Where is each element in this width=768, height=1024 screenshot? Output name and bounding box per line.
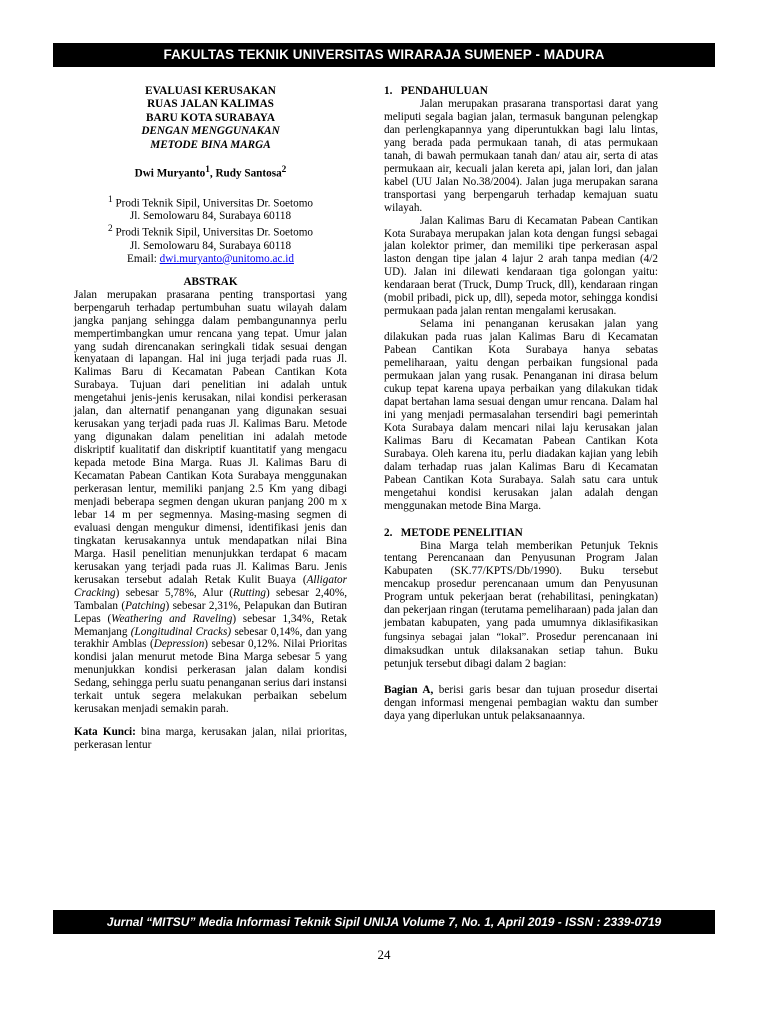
abstract-body [74,289,347,716]
author-2: , Rudy Santosa [209,167,282,180]
abstract-term: Patching [125,599,166,612]
section-2-heading: 2. METODE PENELITIAN [384,526,523,539]
affil-1-line-2: Jl. Semolowaru 84, Surabaya 60118 [129,210,292,223]
abstract-term: Alligator Cracking [74,573,347,599]
affil-2-line-2: Jl. Semolowaru 84, Surabaya 60118 [129,239,292,252]
section-2-text: Bina Marga telah memberikan Petunjuk Teknis tentang Perencanaan dan Penyusunan Program Jalan Kabupaten (SK.77/KPTS/Db/1990). Buku tersebut mencakup prosedur perencanaan umum dan Penyusunan Program untuk pekerjaan berat (rehabilitasi, peningkatan) dan pekerjaan ringan (terutama pemeliharaan) pada jalan dan jembatan kabupaten, yang pada umumnya [384,539,658,630]
title-line: DENGAN MENGGUNAKAN [141,125,280,138]
abstract-text: ) sebesar 2,40%, Tambalan ( [74,586,347,612]
abstract-text: ) sebesar 1,34%, Retak Memanjang [74,612,347,638]
bagian-a-text: berisi garis besar dan tujuan prosedur disertai dengan informasi mengenai pembagian waktu dan sumber daya yang diperlukan untuk pelaksanaannya. [384,684,658,722]
abstract-text: Jalan merupakan prasarana penting transportasi yang berpengaruh terhadap pertumbuhan suatu wilayah dalam jangka panjang sehingga dalam pembangunannya perlu mempertimbangkan umur rencana yang tepat. Umur jalan yang sudah direncanakan seringkali tidak sesuai dengan kenyataan di lapangan. Hal ini juga terjadi pada ruas Jl. Kalimas Baru di Kecamatan Pabean Cantikan Kota Surabaya. Tujuan dari penelitian ini adalah untuk mengetahui jenis-jenis kerusakan, nilai kondisi perkerasan jalan, dan alternatif penanganan yang digunakan sesuai kerusakan yang terjadi pada ruas Jl. Kalimas Baru. Metode yang digunakan dalam penelitian ini adalah metode diskriptif kualitatif dan diskriptif kuantitatif yang mengacu kepada metode Bina Marga. Ruas Jl. Kalimas Baru di Kecamatan Pabean Cantikan Kota Surabaya menggunakan perkerasan lentur, memiliki panjang 2.5 Km yang dibagi menjadi beberapa segmen dengan ukuran panjang 200 m x lebar 14 m per segmennya. Masing-masing segmen di evaluasi dengan mengukur dimensi, identifikasi jenis dan tingkatan kerusakannya untuk mendapatkan nilai Bina Marga. Hasil penelitian menunjukkan terdapat 6 macam kerusakan yang terjadi pada ruas Jl. Kalimas Baru. Jenis kerusakan tersebut adalah Retak Kulit Buaya ( [74,288,347,586]
author-1: Dwi Muryanto [134,167,206,180]
faculty-header-banner: FAKULTAS TEKNIK UNIVERSITAS WIRARAJA SUMENEP - MADURA [53,43,715,67]
abstract-term: (Longitudinal Cracks) [130,625,232,638]
email-link[interactable]: dwi.muryanto@unitomo.ac.id [159,252,294,265]
affil-1-sup: 1 [107,194,113,205]
affiliations [74,194,347,266]
title-line: RUAS JALAN KALIMAS [147,98,274,111]
affil-1-line-1: Prodi Teknik Sipil, Universitas Dr. Soetomo [115,197,314,210]
abstract-text: ) sebesar 2,31%, Pelapukan dan Butiran Lepas ( [74,599,348,625]
section-1-paragraph: Jalan Kalimas Baru di Kecamatan Pabean Cantikan Kota Surabaya merupakan jalan kota dengan fungsi sebagai jalan kolektor primer, dan memiliki tipe perkerasan aspal laston dengan tipe jalan 4 lajur 2 arah tanpa median (4/2 UD). Jalan ini dilewati kendaraan tiga golongan yaitu: kendaraan berat (Truck, Dump Truck, dll), kendaraan ringan (mobil pribadi, pick up, dll), sepeda motor, sehingga kondisi permukaan pada jalan rentan mengalami kerusakan. [384,214,658,318]
title-line: METODE BINA MARGA [150,138,271,151]
abstract-text: sebesar 0,14%, dan yang terakhir Amblas ( [74,625,347,651]
keywords-label: Kata Kunci: [74,726,136,739]
section-2-text: Prosedur perencanaan ini dimaksudkan untuk dilaksanakan setiap tahun. Buku petunjuk tersebut dibagi dalam 2 bagian: [384,631,658,671]
abstract-term: Depression [153,638,205,651]
section-1-paragraph: Jalan merupakan prasarana transportasi darat yang meliputi segala bagian jalan, termasuk bangunan pelengkap dan perlengkapannya yang diperuntukkan bagi lalu lintas, yang berada pada permukaan tanah, di atas permukaan tanah, di bawah permukaan tanah dan/ atau air, serta di atas permukaan air, kecuali jalan kereta api, jalan lori, dan jalan kabel (UU Jalan No.38/2004). Jalan juga merupakan sarana transportasi yang berpengaruh terhadap kemajuan suatu wilayah. [384,98,658,214]
authors [74,164,347,181]
right-column [384,85,658,723]
abstract-heading: ABSTRAK [183,275,238,288]
bagian-a-paragraph [384,684,658,723]
bagian-a-label: Bagian A, [384,684,434,697]
keywords-text: bina marga, kerusakan jalan, nilai prioritas, perkerasan lentur [74,726,347,752]
page-number: 24 [377,947,391,962]
journal-footer-banner: Jurnal “MITSU” Media Informasi Teknik Sipil UNIJA Volume 7, No. 1, April 2019 - ISSN : 2339-0719 [53,910,715,934]
author-1-sup: 1 [205,165,210,176]
section-1-paragraph: Selama ini penanganan kerusakan jalan yang dilakukan pada ruas jalan Kalimas Baru di Kecamatan Pabean Cantikan Kota Surabaya hanya sebatas pemeliharaan, yaitu dengan perbaikan fungsional pada permukaan jalan yang rusak. Penanganan ini dirasa belum cukup tepat karena upaya perbaikan yang dilakukan tidak dapat bertahan lama sesuai dengan umur rencana. Dalam hal ini yang menjadi permasalahan tersendiri bagi pemerintah Kota Surabaya dalam mencari nilai laju kerusakan jalan Kalimas Baru di Kecamatan Pabean Cantikan Kota Surabaya. Oleh karena itu, perlu diadakan kajian yang lebih dalam terhadap ruas jalan Kalimas Baru di Kecamatan Pabean Cantikan Kota Surabaya. Salah satu cara untuk mengetahui kondisi kerusakan jalan adalah dengan menggunakan metode Bina Marga. [384,318,658,512]
affil-2-sup: 2 [107,224,113,235]
paper-title [74,85,347,152]
abstract-term: Rutting [233,586,266,599]
section-2-text: diklasifikasikan fungsinya sebagai jalan “lokal”. [384,618,658,644]
abstract-text: ) sebesar 0,12%. Nilai Prioritas kondisi jalan menurut metode Bina Marga sebesar 5 yang menunjukkan kondisi perkerasan jalan dalam kondisi Sedang, sehingga perlu suatu penanganan serius dari instansi terkait untuk segera melakukan perbaikan sebelum kerusakan menjadi semakin parah. [74,638,348,716]
section-1-heading: 1. PENDAHULUAN [384,85,488,97]
keywords [74,726,347,752]
left-column [74,85,347,752]
email-label: Email: [127,252,160,265]
abstract-term: Weathering and Raveling [111,612,233,625]
title-line: BARU KOTA SURABAYA [146,111,275,124]
abstract-text: ) sebesar 5,78%, Alur ( [115,586,233,599]
section-2-paragraph [384,540,658,672]
title-line: EVALUASI KERUSAKAN [145,85,276,97]
author-2-sup: 2 [281,165,287,176]
affil-2-line-1: Prodi Teknik Sipil, Universitas Dr. Soetomo [115,227,314,239]
